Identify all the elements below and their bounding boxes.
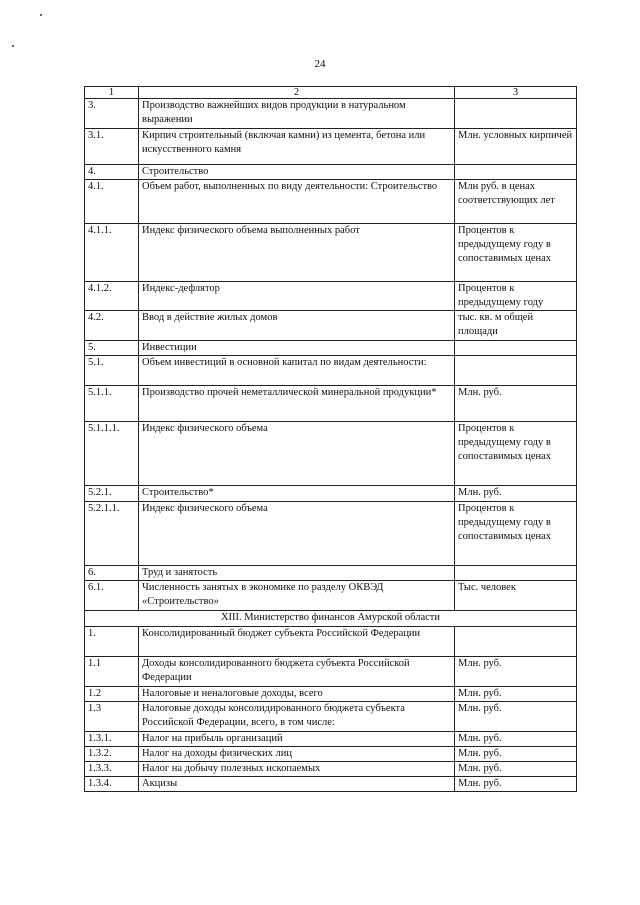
row-code: 1.3.3. bbox=[85, 762, 139, 777]
row-code: 5.1. bbox=[85, 356, 139, 386]
row-unit: Млн. руб. bbox=[455, 747, 577, 762]
table-row bbox=[85, 165, 577, 180]
row-name: Налоговые и неналоговые доходы, всего bbox=[139, 687, 455, 702]
table-row bbox=[85, 732, 577, 747]
row-name: Объем работ, выполненных по виду деятельности: Строительство bbox=[139, 180, 455, 224]
row-unit bbox=[455, 356, 577, 386]
row-name: Индекс физического объема bbox=[139, 422, 455, 486]
row-code: 1.3.1. bbox=[85, 732, 139, 747]
row-code: 1.1 bbox=[85, 657, 139, 687]
section-header-row bbox=[85, 611, 577, 627]
row-name: Производство прочей неметаллической минеральной продукции* bbox=[139, 386, 455, 422]
row-code: 3.1. bbox=[85, 129, 139, 165]
row-name: Консолидированный бюджет субъекта Российской Федерации bbox=[139, 627, 455, 657]
row-name: Кирпич строительный (включая камни) из цемента, бетона или искусственного камня bbox=[139, 129, 455, 165]
row-unit: Млн. руб. bbox=[455, 702, 577, 732]
table-row bbox=[85, 762, 577, 777]
table-row bbox=[85, 386, 577, 422]
row-code: 1.3.4. bbox=[85, 777, 139, 792]
row-unit: Млн. условных кирпичей bbox=[455, 129, 577, 165]
table-row bbox=[85, 502, 577, 566]
row-name: Индекс-дефлятор bbox=[139, 282, 455, 311]
row-unit: Млн. руб. bbox=[455, 762, 577, 777]
row-name: Строительство* bbox=[139, 486, 455, 502]
table-row bbox=[85, 687, 577, 702]
row-code: 6.1. bbox=[85, 581, 139, 611]
row-name: Инвестиции bbox=[139, 341, 455, 356]
row-unit: тыс. кв. м общей площади bbox=[455, 311, 577, 341]
table-row bbox=[85, 657, 577, 687]
row-unit: Млн. руб. bbox=[455, 687, 577, 702]
row-name: Налоговые доходы консолидированного бюджета субъекта Российской Федерации, всего, в том числе: bbox=[139, 702, 455, 732]
table-row bbox=[85, 282, 577, 311]
table-row bbox=[85, 566, 577, 581]
table-row bbox=[85, 341, 577, 356]
row-unit: Процентов к предыдущему году bbox=[455, 282, 577, 311]
row-name: Труд и занятость bbox=[139, 566, 455, 581]
table-row bbox=[85, 486, 577, 502]
table-row bbox=[85, 180, 577, 224]
row-name: Индекс физического объема выполненных работ bbox=[139, 224, 455, 282]
page-number: 24 bbox=[314, 58, 326, 70]
indicators-table bbox=[84, 86, 577, 792]
row-code: 5.1.1. bbox=[85, 386, 139, 422]
column-header: 1 bbox=[85, 87, 139, 99]
row-code: 1.3 bbox=[85, 702, 139, 732]
table-row bbox=[85, 581, 577, 611]
row-code: 1. bbox=[85, 627, 139, 657]
row-unit: Млн руб. в ценах соответствующих лет bbox=[455, 180, 577, 224]
table-row bbox=[85, 129, 577, 165]
row-unit bbox=[455, 566, 577, 581]
header-row bbox=[85, 87, 577, 99]
row-code: 4.1. bbox=[85, 180, 139, 224]
table-row bbox=[85, 422, 577, 486]
row-unit: Млн. руб. bbox=[455, 657, 577, 687]
row-name: Строительство bbox=[139, 165, 455, 180]
column-header: 3 bbox=[455, 87, 577, 99]
row-name: Акцизы bbox=[139, 777, 455, 792]
row-unit bbox=[455, 341, 577, 356]
row-code: 4.1.1. bbox=[85, 224, 139, 282]
row-code: 4. bbox=[85, 165, 139, 180]
row-unit: Млн. руб. bbox=[455, 386, 577, 422]
row-code: 6. bbox=[85, 566, 139, 581]
row-name: Налог на прибыль организаций bbox=[139, 732, 455, 747]
column-header: 2 bbox=[139, 87, 455, 99]
table-row bbox=[85, 99, 577, 129]
table-row bbox=[85, 777, 577, 792]
row-unit: Млн. руб. bbox=[455, 777, 577, 792]
row-unit: Процентов к предыдущему году в сопоставимых ценах bbox=[455, 422, 577, 486]
row-code: 4.1.2. bbox=[85, 282, 139, 311]
row-unit bbox=[455, 627, 577, 657]
row-unit: Млн. руб. bbox=[455, 486, 577, 502]
table-row bbox=[85, 747, 577, 762]
row-code: 1.3.2. bbox=[85, 747, 139, 762]
row-unit bbox=[455, 165, 577, 180]
row-code: 4.2. bbox=[85, 311, 139, 341]
row-code: 3. bbox=[85, 99, 139, 129]
row-name: Объем инвестиций в основной капитал по видам деятельности: bbox=[139, 356, 455, 386]
scan-speck bbox=[12, 45, 14, 47]
row-name: Налог на доходы физических лиц bbox=[139, 747, 455, 762]
row-name: Ввод в действие жилых домов bbox=[139, 311, 455, 341]
row-name: Индекс физического объема bbox=[139, 502, 455, 566]
section-title: XIII. Министерство финансов Амурской области bbox=[85, 611, 577, 627]
row-unit bbox=[455, 99, 577, 129]
row-unit: Процентов к предыдущему году в сопоставимых ценах bbox=[455, 224, 577, 282]
table-row bbox=[85, 224, 577, 282]
row-unit: Млн. руб. bbox=[455, 732, 577, 747]
row-name: Производство важнейших видов продукции в натуральном выражении bbox=[139, 99, 455, 129]
table-row bbox=[85, 627, 577, 657]
row-name: Численность занятых в экономике по разделу ОКВЭД «Строительство» bbox=[139, 581, 455, 611]
row-name: Доходы консолидированного бюджета субъекта Российской Федерации bbox=[139, 657, 455, 687]
scan-speck bbox=[40, 14, 42, 16]
row-code: 5.2.1.1. bbox=[85, 502, 139, 566]
row-code: 5.2.1. bbox=[85, 486, 139, 502]
row-name: Налог на добычу полезных ископаемых bbox=[139, 762, 455, 777]
row-unit: Процентов к предыдущему году в сопоставимых ценах bbox=[455, 502, 577, 566]
row-code: 5. bbox=[85, 341, 139, 356]
row-code: 1.2 bbox=[85, 687, 139, 702]
table-row bbox=[85, 356, 577, 386]
table-row bbox=[85, 311, 577, 341]
table-row bbox=[85, 702, 577, 732]
row-code: 5.1.1.1. bbox=[85, 422, 139, 486]
row-unit: Тыс. человек bbox=[455, 581, 577, 611]
